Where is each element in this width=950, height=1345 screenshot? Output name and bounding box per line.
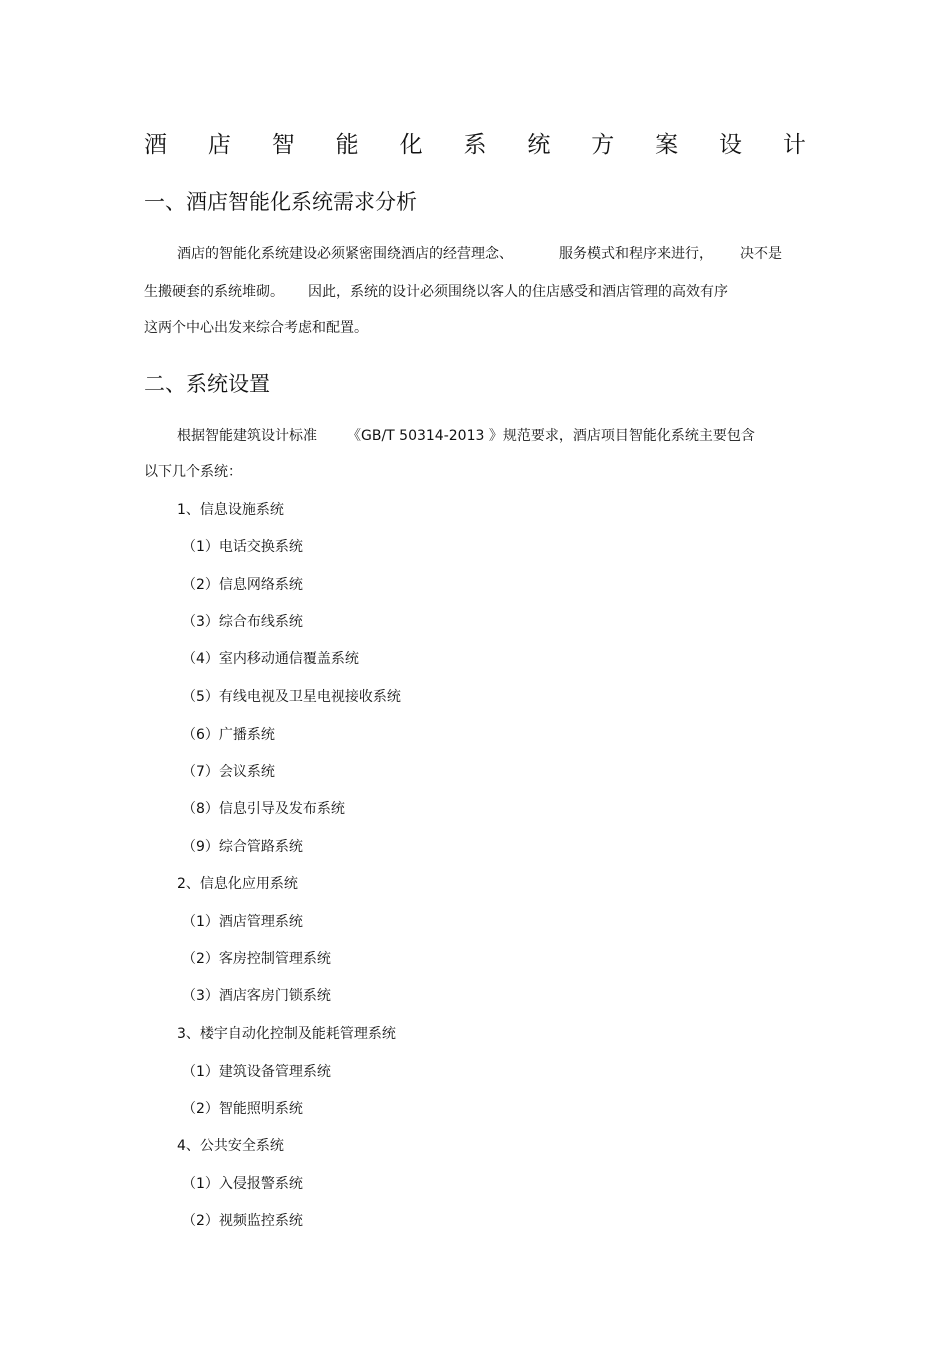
para-text: 因此，系统的设计必须围绕以客人的住店感受和酒店管理的高效有序 xyxy=(308,284,728,300)
list-item: （6）广播系统 xyxy=(182,727,275,743)
list-item: （9）综合管路系统 xyxy=(182,839,303,855)
para-text: 决不是 xyxy=(740,246,782,262)
title-char: 酒 xyxy=(144,131,167,158)
list-item: （1）电话交换系统 xyxy=(182,539,303,555)
list-item: （3）综合布线系统 xyxy=(182,614,303,630)
list-group-label: 4、公共安全系统 xyxy=(177,1138,284,1154)
list-item: （7）会议系统 xyxy=(182,764,275,780)
title-char: 方 xyxy=(591,131,615,158)
title-char: 案 xyxy=(655,131,679,158)
list-item: （4）室内移动通信覆盖系统 xyxy=(182,651,359,667)
list-group-label: 2、信息化应用系统 xyxy=(177,876,298,892)
para-text: 《GB/T 50314-2013 》规范要求，酒店项目智能化系统主要包含 xyxy=(347,428,755,444)
section1-para-line3 xyxy=(144,318,368,338)
list-item: （1）酒店管理系统 xyxy=(182,914,303,930)
title-char: 店 xyxy=(207,131,231,158)
para-text: 生搬硬套的系统堆砌。 xyxy=(144,284,284,300)
list-item: （1）入侵报警系统 xyxy=(182,1176,303,1192)
list-item: （2）视频监控系统 xyxy=(182,1213,303,1229)
list-item: （2）客房控制管理系统 xyxy=(182,951,331,967)
para-text: 这两个中心出发来综合考虑和配置。 xyxy=(144,320,368,336)
section2-intro-line2: 以下几个系统： xyxy=(144,464,242,480)
title-char: 统 xyxy=(527,131,551,158)
list-item: （3）酒店客房门锁系统 xyxy=(182,988,331,1004)
title-char: 能 xyxy=(335,131,359,158)
list-item: （2）智能照明系统 xyxy=(182,1101,303,1117)
title-char: 智 xyxy=(271,131,295,158)
list-item: （1）建筑设备管理系统 xyxy=(182,1064,331,1080)
list-group-label: 1、信息设施系统 xyxy=(177,502,284,518)
section1-para-line2 xyxy=(144,282,728,302)
list-item: （8）信息引导及发布系统 xyxy=(182,801,345,817)
title-char: 设 xyxy=(719,131,743,158)
section2-intro-line1 xyxy=(177,426,755,446)
section2-heading: 二、系统设置 xyxy=(144,372,270,396)
title-char: 系 xyxy=(463,131,487,158)
section1-para-line1 xyxy=(177,244,782,264)
document-title xyxy=(144,126,806,158)
list-group-label: 3、楼宇自动化控制及能耗管理系统 xyxy=(177,1026,396,1042)
list-item: （5）有线电视及卫星电视接收系统 xyxy=(182,689,401,705)
title-char: 计 xyxy=(782,131,806,158)
section1-heading: 一、酒店智能化系统需求分析 xyxy=(144,190,417,214)
para-text: 酒店的智能化系统建设必须紧密围绕酒店的经营理念、 xyxy=(177,246,513,262)
para-text: 服务模式和程序来进行， xyxy=(559,246,713,262)
para-text: 根据智能建筑设计标准 xyxy=(177,428,317,444)
list-item: （2）信息网络系统 xyxy=(182,577,303,593)
title-char: 化 xyxy=(399,131,423,158)
